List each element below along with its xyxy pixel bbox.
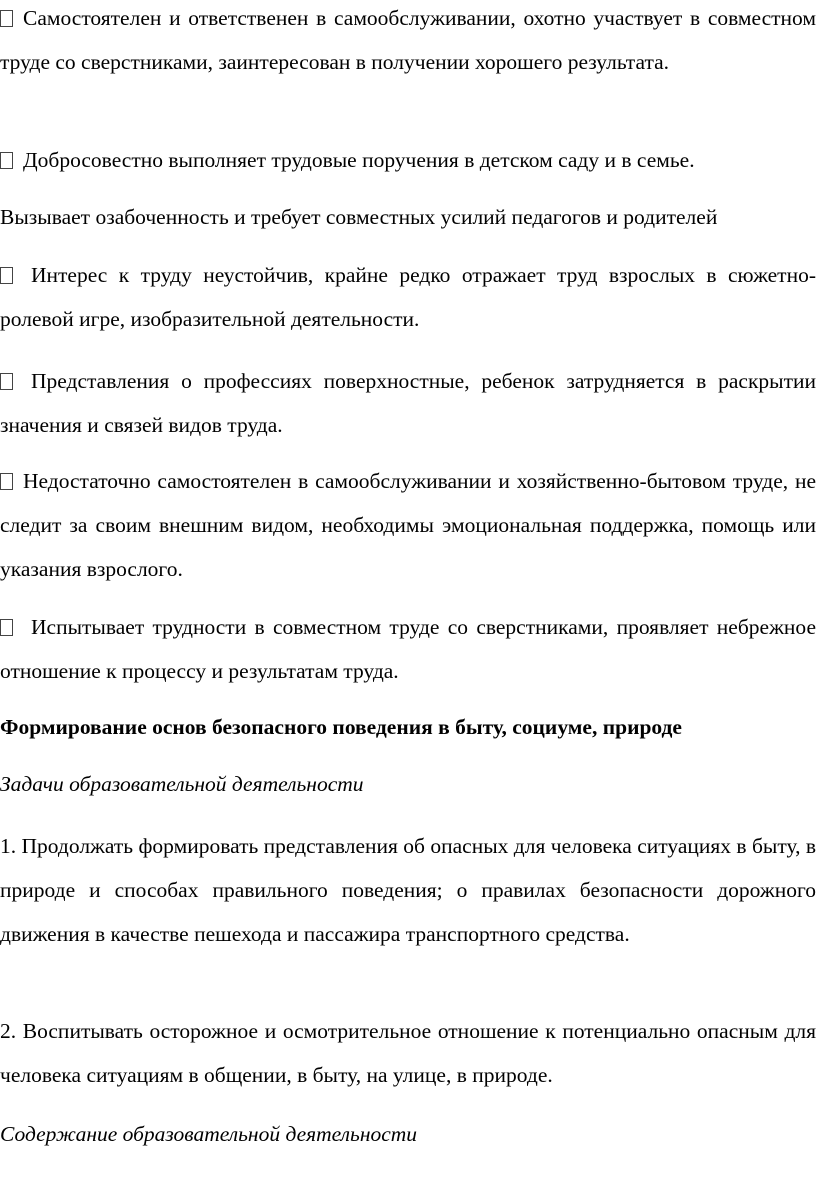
bullet-item-insufficient-self-reliance [0, 459, 816, 591]
bullet-text: Недостаточно самостоятелен в самообслуживании и хозяйственно-бытовом труде, не следит за своим внешним видом, необходимы эмоциональная поддержка, помощь или указания взрослого. [0, 469, 816, 581]
bullet-item-unstable-interest [0, 253, 816, 341]
bullet-box-icon [0, 152, 13, 169]
bullet-box-icon [0, 473, 13, 490]
bullet-box-icon [0, 373, 13, 390]
bullet-text: Интерес к труду неустойчив, крайне редко отражает труд взрослых в сюжетно-ролевой игре, изобразительной деятельности. [0, 263, 816, 331]
bullet-box-icon [0, 10, 13, 27]
bullet-box-icon [0, 619, 13, 636]
bullet-item-professions [0, 359, 816, 447]
task-item-2: 2. Воспитывать осторожное и осмотрительное отношение к потенциально опасным для человека ситуациям в общении, в быту, на улице, в природе. [0, 1019, 816, 1087]
subheading-tasks: Задачи образовательной деятельности [0, 772, 364, 796]
task-item-1: 1. Продолжать формировать представления об опасных для человека ситуациях в быту, в природе и способах правильного поведения; о правилах безопасности дорожного движения в качестве пешехода и пассажира транспортного средства. [0, 834, 816, 946]
bullet-text: Представления о профессиях поверхностные, ребенок затрудняется в раскрытии значения и связей видов труда. [0, 369, 816, 437]
subheading-content: Содержание образовательной деятельности [0, 1122, 418, 1146]
bullet-box-icon [0, 267, 13, 284]
bullet-item-difficulties [0, 605, 816, 693]
bullet-item-conscientious [0, 138, 816, 182]
concern-line: Вызывает озабоченность и требует совместных усилий педагогов и родителей [0, 205, 718, 229]
bullet-text: Добросовестно выполняет трудовые поручения в детском саду и в семье. [23, 148, 695, 172]
bullet-text: Испытывает трудности в совместном труде со сверстниками, проявляет небрежное отношение к процессу и результатам труда. [0, 615, 816, 683]
bullet-item-self-reliant [0, 0, 816, 84]
bullet-text: Самостоятелен и ответственен в самообслуживании, охотно участвует в совместном труде со сверстниками, заинтересован в получении хорошего результата. [0, 6, 816, 74]
section-heading: Формирование основ безопасного поведения в быту, социуме, природе [0, 715, 682, 739]
